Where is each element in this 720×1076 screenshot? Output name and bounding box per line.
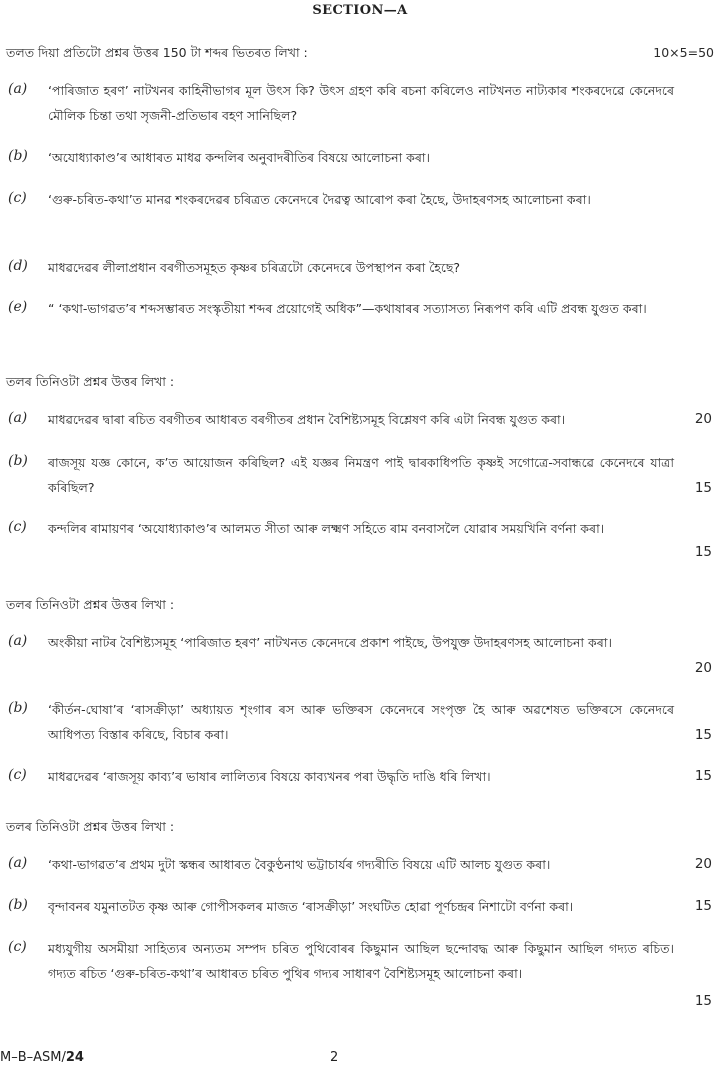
question-text: মাধৱদেৱৰ দ্বাৰা ৰচিত বৰগীতৰ আধাৰত বৰগীতৰ প্ৰধান বৈশিষ্ট্যসমূহ বিশ্লেষণ কৰি এটা নিবন্ধ যুগুত কৰা। <box>48 412 566 427</box>
block3-intro <box>6 596 714 614</box>
question-label: (b) <box>8 453 28 469</box>
question-4b <box>6 894 714 919</box>
question-label: (a) <box>8 410 28 426</box>
question-1a <box>6 78 714 128</box>
question-text: কন্দলিৰ ৰামায়ণৰ ‘অযোধ্যাকাণ্ড’ৰ আলমত সীতা আৰু লক্ষ্মণ সহিতে ৰাম বনবাসলৈ যোৱাৰ সময়খিনি বৰ্ণনা কৰা। <box>48 521 605 536</box>
question-text: বৃন্দাবনৰ যমুনাতটত কৃষ্ণ আৰু গোপীসকলৰ মাজত ‘ৰাসক্ৰীড়া’ সংঘটিত হোৱা পূৰ্ণচন্দ্ৰৰ নিশাটো বৰ্ণনা কৰা। <box>48 899 574 914</box>
block2-instruction: তলৰ তিনিওটা প্ৰশ্নৰ উত্তৰ লিখা : <box>6 374 175 389</box>
question-text: ‘অযোধ্যাকাণ্ড’ৰ আধাৰত মাধৱ কন্দলিৰ অনুবাদৰীতিৰ বিষয়ে আলোচনা কৰা। <box>48 150 431 165</box>
block1-marks: 10×5=50 <box>653 45 714 60</box>
question-marks: 15 <box>694 480 712 496</box>
question-2b <box>6 450 714 500</box>
question-text: ‘কথা-ভাগৱত’ৰ প্ৰথম দুটা স্কন্ধৰ আধাৰত বৈকুণ্ঠনাথ ভট্টাচাৰ্যৰ গদ্যৰীতি বিষয়ে এটি আলচ যুগুত কৰা। <box>48 857 551 872</box>
paper-code <box>0 1050 84 1065</box>
question-marks: 15 <box>694 768 712 784</box>
page-number: 2 <box>330 1050 339 1065</box>
question-label: (c) <box>8 519 27 535</box>
block1-instruction: তলত দিয়া প্ৰতিটো প্ৰশ্নৰ উত্তৰ 150 টা শব্দৰ ভিতৰত লিখা : <box>6 45 308 60</box>
question-label: (c) <box>8 190 27 206</box>
question-text: ‘গুৰু-চৰিত-কথা’ত মানৱ শংকৰদেৱৰ চৰিত্ৰত কেনেদৰে দৈৱত্ব আৰোপ কৰা হৈছে, উদাহৰণসহ আলোচনা কৰা। <box>48 192 591 207</box>
question-text: ‘পাৰিজাত হৰণ’ নাটখনৰ কাহিনীভাগৰ মূল উৎস কি? উৎস গ্ৰহণ কৰি ৰচনা কৰিলেও নাটখনত নাট্যকাৰ শংকৰদেৱে কেনেদৰে মৌলিক চিন্তা তথা সৃজনী-প্ৰতিভাৰ বহণ সানিছিল? <box>48 83 674 123</box>
paper-code-prefix: M–B–ASM/ <box>0 1050 66 1065</box>
question-label: (d) <box>8 258 28 274</box>
question-4c <box>6 936 714 1009</box>
question-1d <box>6 255 714 280</box>
question-label: (b) <box>8 148 28 164</box>
block2-intro <box>6 373 714 391</box>
question-1e <box>6 296 714 321</box>
block3-instruction: তলৰ তিনিওটা প্ৰশ্নৰ উত্তৰ লিখা : <box>6 597 175 612</box>
question-1c <box>6 187 714 212</box>
question-1b <box>6 145 714 170</box>
question-marks: 15 <box>694 727 712 743</box>
question-2a <box>6 407 714 432</box>
question-text: “ ‘কথা-ভাগৱত’ৰ শব্দসম্ভাৰত সংস্কৃতীয়া শব্দৰ প্ৰয়োগেই অধিক”—কথাষাৰৰ সত্যাসত্য নিৰূপণ কৰি এটি প্ৰবন্ধ যুগুত কৰা। <box>48 301 647 316</box>
question-label: (a) <box>8 855 28 871</box>
question-label: (c) <box>8 939 27 955</box>
question-text: অংকীয়া নাটৰ বৈশিষ্ট্যসমূহ ‘পাৰিজাত হৰণ’ নাটখনত কেনেদৰে প্ৰকাশ পাইছে, উপযুক্ত উদাহৰণসহ আলোচনা কৰা। <box>48 635 612 650</box>
question-text: ৰাজসূয় যজ্ঞ কোনে, ক’ত আয়োজন কৰিছিল? এই যজ্ঞৰ নিমন্ত্ৰণ পাই দ্বাৰকাধিপতি কৃষ্ণই সগোত্ৰে-সবান্ধৱে কেনেদৰে যাত্ৰা কৰিছিল? <box>48 455 674 495</box>
question-3b <box>6 697 714 747</box>
question-label: (c) <box>8 767 27 783</box>
block4-instruction: তলৰ তিনিওটা প্ৰশ্নৰ উত্তৰ লিখা : <box>6 819 175 834</box>
question-2c <box>6 516 714 560</box>
question-3a <box>6 630 714 676</box>
question-marks: 15 <box>694 993 712 1009</box>
question-text: মাধৱদেৱৰ ‘ৰাজসূয় কাব্য’ৰ ভাষাৰ লালিত্যৰ বিষয়ে কাব্যখনৰ পৰা উদ্ধৃতি দাঙি ধৰি লিখা। <box>48 769 491 784</box>
section-title: SECTION—A <box>312 3 408 18</box>
question-label: (e) <box>8 299 28 315</box>
question-marks: 20 <box>694 660 712 676</box>
question-marks: 15 <box>694 544 712 560</box>
question-label: (b) <box>8 700 28 716</box>
block1-intro <box>6 44 714 62</box>
question-label: (a) <box>8 633 28 649</box>
question-4a <box>6 852 714 877</box>
question-text: মাধৱদেৱৰ লীলাপ্ৰধান বৰগীতসমূহত কৃষ্ণৰ চৰিত্ৰটো কেনেদৰে উপস্থাপন কৰা হৈছে? <box>48 260 461 275</box>
question-label: (a) <box>8 81 28 97</box>
paper-code-suffix: 24 <box>65 1050 84 1065</box>
block4-intro <box>6 818 714 836</box>
question-text: মধ্যযুগীয় অসমীয়া সাহিত্যৰ অন্যতম সম্পদ চৰিত পুথিবোৰৰ কিছুমান আছিল ছন্দোবদ্ধ আৰু কিছুমান আছিল গদ্যত ৰচিত। গদ্যত ৰচিত ‘গুৰু-চৰিত-কথা’ৰ আধাৰত চৰিত পুথিৰ গদ্যৰ সাধাৰণ বৈশিষ্ট্যসমূহ আলোচনা কৰা। <box>48 941 674 981</box>
question-label: (b) <box>8 897 28 913</box>
question-marks: 20 <box>694 411 712 427</box>
question-marks: 20 <box>694 856 712 872</box>
question-marks: 15 <box>694 898 712 914</box>
question-text: ‘কীৰ্তন-ঘোষা’ৰ ‘ৰাসক্ৰীড়া’ অধ্যায়ত শৃংগাৰ ৰস আৰু ভক্তিৰস কেনেদৰে সংপৃক্ত হৈ আৰু অৱশেষত ভক্তিৰসে কেনেদৰে আধিপত্য বিস্তাৰ কৰিছে, বিচাৰ কৰা। <box>48 702 674 742</box>
question-3c <box>6 764 714 789</box>
